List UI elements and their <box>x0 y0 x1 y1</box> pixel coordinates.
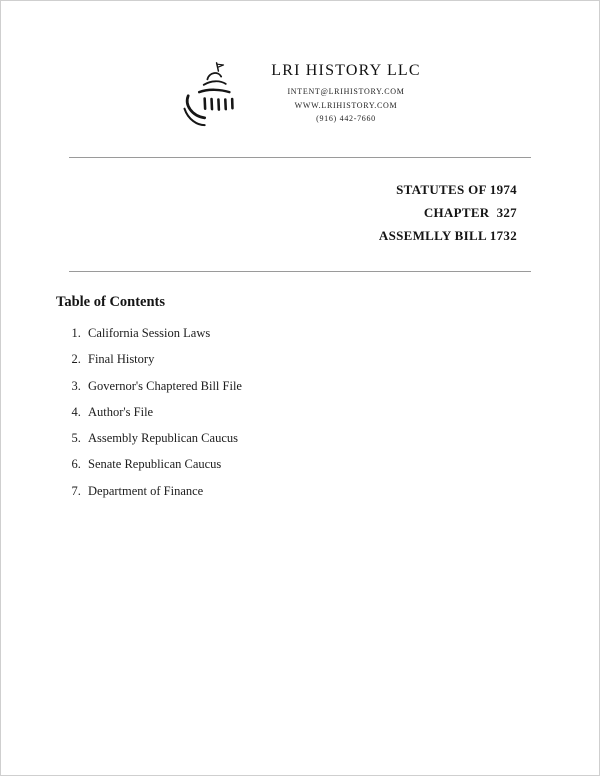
toc-title: Table of Contents <box>56 294 166 310</box>
chapter-line: CHAPTER 327 <box>423 205 517 220</box>
contact-email: INTENT@LRIHISTORY.COM <box>287 87 405 97</box>
org-name: LRI HISTORY LLC <box>271 62 421 80</box>
assembly-bill-line: ASSEMLLY BILL 1732 <box>378 228 517 243</box>
statutes-line: STATUTES OF 1974 <box>396 182 517 197</box>
toc-item: 1. California Session Laws <box>84 327 544 341</box>
contact-phone: (916) 442-7660 <box>316 114 376 124</box>
toc-item: 4. Author's File <box>84 406 544 420</box>
bill-reference-block <box>1 178 599 247</box>
toc-item: 6. Senate Republican Caucus <box>84 458 544 472</box>
org-block <box>271 62 421 126</box>
contact-website: WWW.LRIHISTORY.COM <box>294 100 398 110</box>
divider-top <box>69 157 531 158</box>
capitol-sketch-icon <box>179 57 245 131</box>
toc-item: 7. Department of Finance <box>84 485 544 499</box>
toc-item: 2. Final History <box>84 353 544 367</box>
toc-item: 5. Assembly Republican Caucus <box>84 432 544 446</box>
divider-middle <box>69 271 531 272</box>
toc-item: 3. Governor's Chaptered Bill File <box>84 380 544 394</box>
table-of-contents <box>1 294 599 498</box>
letterhead <box>1 57 599 131</box>
toc-list <box>56 327 544 498</box>
